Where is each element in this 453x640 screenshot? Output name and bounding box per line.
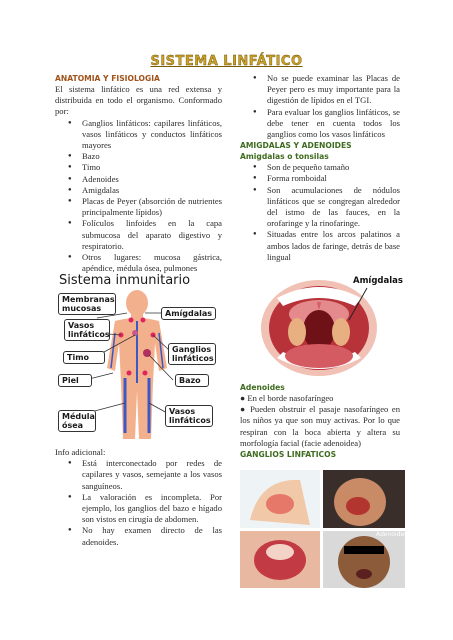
peyer-list [240,73,400,140]
adeno-text-2: ● Pueden obstruir el pasaje nasofaríngeo en los niños ya que son muy activas. Por lo que respiran con la boca abierta y altera su morfología facial (facie adenoidea) [240,404,400,448]
list-item: ● Ganglios linfáticos: capilares linfáticos, vasos linfáticos y conductos linfáticos mayores [82,118,222,152]
label-vasos-bottom: Vasos linfáticos [165,405,213,427]
heading-ganglios: GANGLIOS LINFATICOS [240,450,337,460]
label-ganglios: Ganglios linfáticos [168,343,216,365]
list-item: ● Adenoides [82,174,222,185]
open-mouth-icon [257,276,407,379]
label-vasos-top: Vasos linfáticos [64,319,110,341]
label-amigdalas: Amígdalas [161,307,216,320]
list-item: ● Otros lugares: mucosa gástrica, apéndice, médula ósea, pulmones [82,252,222,274]
photo-collage-icon [240,470,408,588]
list-item: ● No se puede examinar las Placas de Peyer pero es muy importante para la digestión de lípidos en el TGI. [267,73,400,107]
list-item: ● Folículos linfoides en la capa submucosa del aparato digestivo y respiratorio. [82,218,222,252]
left-column [55,73,222,274]
list-item: ● La valoración es incompleta. Por ejemplo, los ganglios del bazo e hígado son vistos en cirugía de abdomen. [82,492,222,526]
label-timo: Timo [63,351,105,364]
label-membranas: Membranas mucosas [58,293,116,315]
heading-amigdalas: Amigdalas o tonsilas [240,152,329,162]
list-item: ● No hay examen directo de las adenoides. [82,525,222,547]
list-item: ● Bazo [82,151,222,162]
list-item: ● Placas de Peyer (absorción de nutrientes principalmente lípidos) [82,196,222,218]
info-list [55,458,222,548]
list-item: ● Situadas entre los arcos palatinos a ambos lados de faringe, detrás de base lingual [267,229,400,263]
label-bazo: Bazo [175,374,209,387]
list-item: ● Está interconectado por redes de capilares y vasos, semejante a los vasos sanguíneos. [82,458,222,492]
components-list [55,118,222,275]
photo-label-adenoides: Adenoides [376,531,408,538]
info-section [55,447,222,548]
amigdalas-list [240,162,400,263]
list-item: ● Amigdalas [82,185,222,196]
tonsils-illustration [257,276,407,379]
figure-title: Sistema inmunitario [59,273,191,288]
heading-anatomia: ANATOMIA Y FISIOLOGIA [55,74,160,83]
page-title: SISTEMA LINFÁTICO [150,54,303,69]
immune-system-figure [55,273,218,439]
heading-adenoides: Adenoides [240,383,285,392]
adeno-text-1: ● En el borde nasofaríngeo [240,393,334,403]
right-column [240,73,400,263]
heading-amig-adeno: AMIGDALAS Y ADENOIDES [240,141,352,151]
mouth-label: Amígdalas [353,276,403,286]
adenoid-photo-collage [240,470,408,588]
list-item: ● Son acumulaciones de nódulos linfáticos que se congregan alrededor del istmo de las fauces, en la orofaringe y la rinofaringe. [267,185,400,230]
list-item: ● Son de pequeño tamaño [267,162,400,173]
label-piel: Piel [58,374,92,387]
info-label: Info adicional: [55,447,106,457]
adenoides-section [240,382,400,460]
label-medula: Médula ósea [58,410,96,432]
list-item: ● Forma romboidal [267,173,400,184]
intro-text: El sistema linfático es una red extensa y distribuida en todo el organismo. Conformado por: [55,84,222,117]
list-item: ● Timo [82,162,222,173]
list-item: ● Para evaluar los ganglios linfáticos, se debe tener en cuenta todos los ganglios como los vasos linfáticos [267,107,400,141]
